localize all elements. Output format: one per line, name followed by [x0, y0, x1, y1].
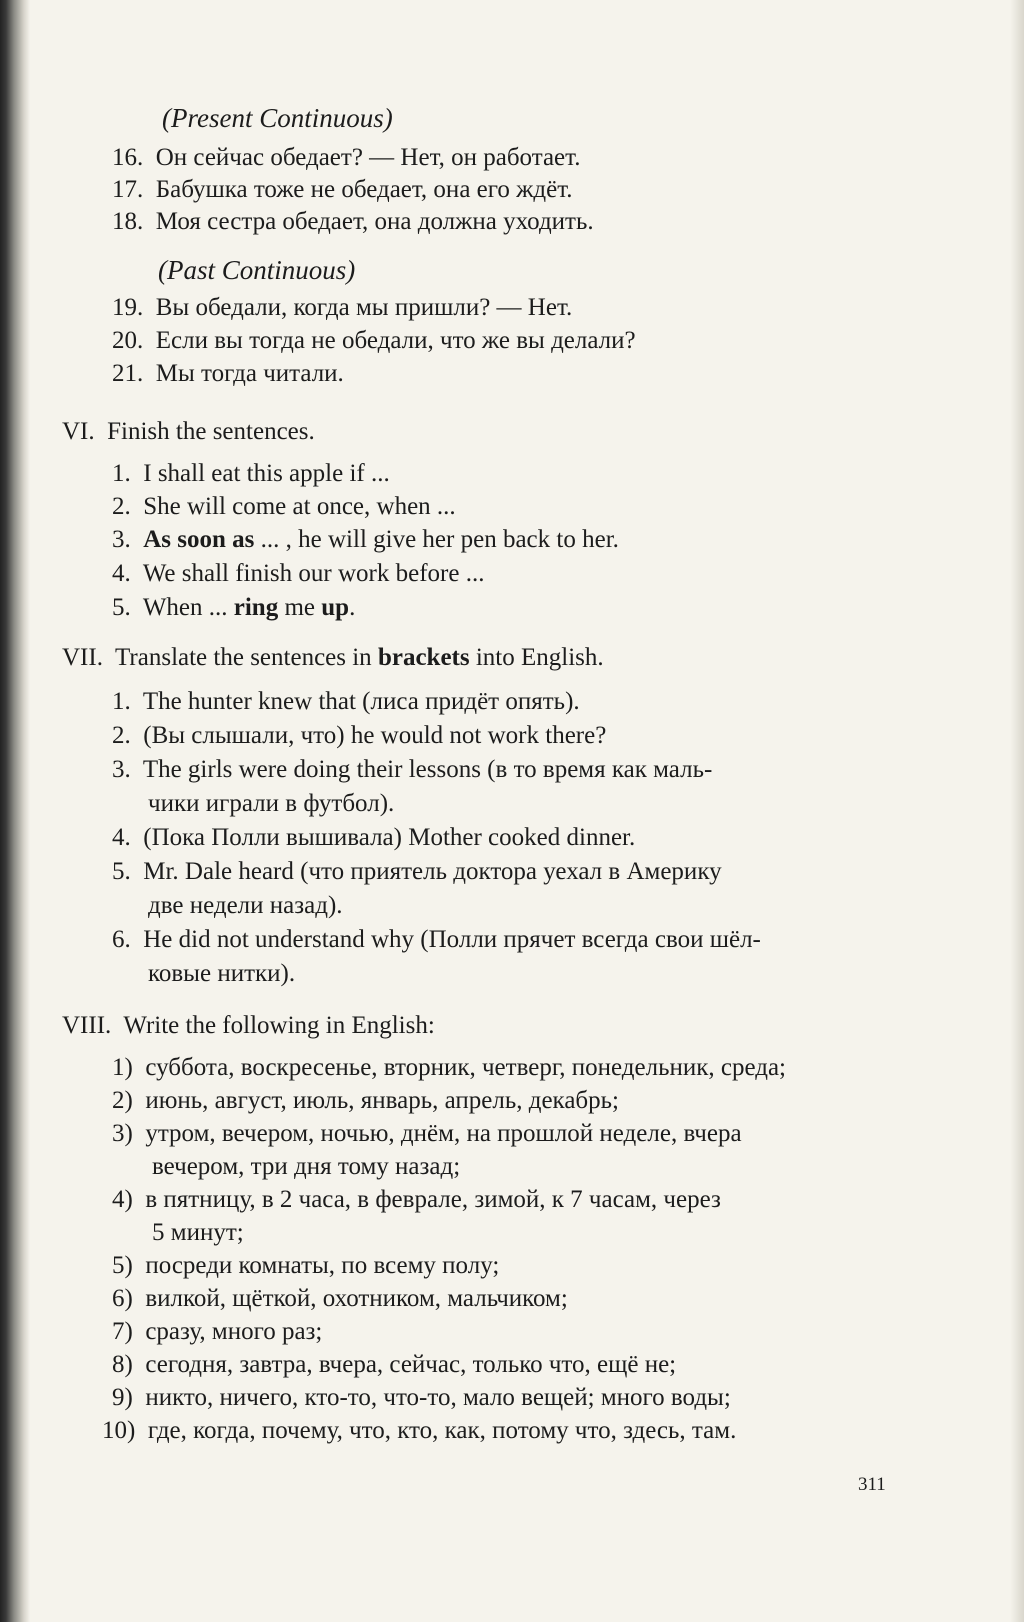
list-item [112, 822, 635, 854]
item-text: Вы обедали, когда мы пришли? — Нет. [155, 294, 573, 321]
item-continuation: ковые нитки). [148, 960, 296, 987]
exercise-label: VII. [62, 644, 110, 671]
item-number: 9) [112, 1384, 140, 1411]
list-item [112, 206, 594, 238]
list-item [112, 1382, 731, 1414]
item-text: We shall finish our work before ... [142, 560, 485, 587]
item-continuation: чики играли в футбол). [148, 790, 395, 817]
item-text: в пятницу, в 2 часа, в феврале, зимой, к 7 часам, через [145, 1186, 721, 1213]
page-number: 311 [858, 1474, 886, 1495]
exercise-title: into English. [469, 644, 604, 671]
scan-shadow-left [0, 0, 30, 1622]
item-number: 3. [112, 756, 137, 783]
exercise-title: Write the following in English: [123, 1012, 435, 1039]
item-text: When ... [142, 594, 234, 621]
list-item [112, 1250, 499, 1282]
list-item [112, 1085, 619, 1117]
item-number: 1. [112, 688, 137, 715]
item-number: 3) [112, 1120, 140, 1147]
item-continuation: вечером, три дня тому назад; [152, 1153, 461, 1180]
item-continuation: 5 минут; [152, 1219, 244, 1246]
item-text: Моя сестра обедает, она должна уходить. [155, 208, 594, 235]
bold-phrase: ring [233, 594, 279, 621]
item-number: 2. [112, 722, 137, 749]
list-item [112, 491, 456, 523]
item-number: 5. [112, 858, 137, 885]
item-number: 21. [112, 360, 150, 387]
item-number: 7) [112, 1318, 140, 1345]
list-item [112, 1118, 742, 1150]
item-text: The hunter knew that (лиса придёт опять). [142, 688, 580, 715]
list-item [112, 1283, 568, 1315]
item-text: . [349, 594, 356, 621]
item-number: 6. [112, 926, 137, 953]
item-text: Мы тогда читали. [155, 360, 344, 387]
item-text: I shall eat this apple if ... [143, 460, 390, 487]
exercise-label: VI. [62, 418, 101, 445]
item-number: 8) [112, 1351, 140, 1378]
item-text: сразу, много раз; [145, 1318, 323, 1345]
item-number: 16. [112, 144, 150, 171]
item-number: 20. [112, 327, 150, 354]
item-number: 5) [112, 1252, 140, 1279]
exercise-label: VIII. [62, 1012, 118, 1039]
list-item [112, 325, 636, 357]
list-item [112, 1316, 322, 1348]
item-text: Он сейчас обедает? — Нет, он работает. [155, 144, 581, 171]
item-text: ... , he will give her pen back to her. [254, 526, 619, 553]
item-text: She will come at once, when ... [143, 493, 456, 520]
item-number: 4. [112, 824, 137, 851]
list-item [112, 458, 390, 490]
item-number: 10) [102, 1417, 142, 1444]
item-text: где, когда, почему, что, кто, как, потому что, здесь, там. [147, 1417, 737, 1444]
item-text: суббота, воскресенье, вторник, четверг, понедельник, среда; [145, 1054, 787, 1081]
exercise-title: Finish the sentences. [107, 418, 315, 445]
item-text: июнь, август, июль, январь, апрель, декабрь; [145, 1087, 619, 1114]
item-number: 17. [112, 176, 150, 203]
exercise-heading-vii [62, 642, 604, 674]
bold-phrase: brackets [377, 644, 470, 671]
item-text: утром, вечером, ночью, днём, на прошлой неделе, вчера [145, 1120, 742, 1147]
bold-phrase: up [321, 594, 350, 621]
item-number: 19. [112, 294, 150, 321]
list-item [112, 754, 712, 786]
item-text: (Вы слышали, что) he would not work there? [143, 722, 607, 749]
item-number: 2. [112, 493, 137, 520]
list-item [112, 524, 619, 556]
list-item [112, 592, 355, 624]
list-item [112, 292, 572, 324]
item-number: 3. [112, 526, 137, 553]
list-item [112, 720, 606, 752]
list-item [112, 174, 573, 206]
list-item [112, 1052, 786, 1084]
item-text: Если вы тогда не обедали, что же вы делали? [155, 327, 636, 354]
item-text: сегодня, завтра, вчера, сейчас, только что, ещё не; [145, 1351, 677, 1378]
section-heading-past-continuous: (Past Continuous) [158, 255, 356, 285]
exercise-heading-vi [62, 416, 315, 448]
list-item [112, 686, 580, 718]
exercise-title: Translate the sentences in [115, 644, 378, 671]
item-text: посреди комнаты, по всему полу; [145, 1252, 500, 1279]
item-text: (Пока Полли вышивала) Mother cooked dinner. [143, 824, 636, 851]
list-item [112, 856, 722, 888]
item-text: вилкой, щёткой, охотником, мальчиком; [145, 1285, 568, 1312]
item-text: никто, ничего, кто-то, что-то, мало вещей; много воды; [145, 1384, 731, 1411]
item-text: Mr. Dale heard (что приятель доктора уехал в Америку [143, 858, 722, 885]
section-heading-present-continuous: (Present Continuous) [162, 103, 393, 133]
scan-shadow-right [1010, 0, 1024, 1622]
list-item [112, 358, 344, 390]
item-text: The girls were doing their lessons (в то время как маль- [142, 756, 713, 783]
item-number: 2) [112, 1087, 140, 1114]
item-text: Бабушка тоже не обедает, она его ждёт. [155, 176, 573, 203]
list-item [112, 1349, 676, 1381]
item-number: 1) [112, 1054, 140, 1081]
item-number: 6) [112, 1285, 140, 1312]
item-number: 4. [112, 560, 137, 587]
list-item [112, 1184, 721, 1216]
exercise-heading-viii [62, 1010, 435, 1042]
list-item [102, 1415, 736, 1447]
item-number: 1. [112, 460, 137, 487]
item-number: 18. [112, 208, 150, 235]
item-text: me [278, 594, 322, 621]
bold-phrase: As soon as [143, 526, 255, 553]
item-number: 5. [112, 594, 137, 621]
list-item [112, 924, 761, 956]
list-item [112, 558, 484, 590]
list-item [112, 142, 580, 174]
item-continuation: две недели назад). [148, 892, 343, 919]
item-number: 4) [112, 1186, 140, 1213]
item-text: He did not understand why (Полли прячет всегда свои шёл- [143, 926, 761, 953]
